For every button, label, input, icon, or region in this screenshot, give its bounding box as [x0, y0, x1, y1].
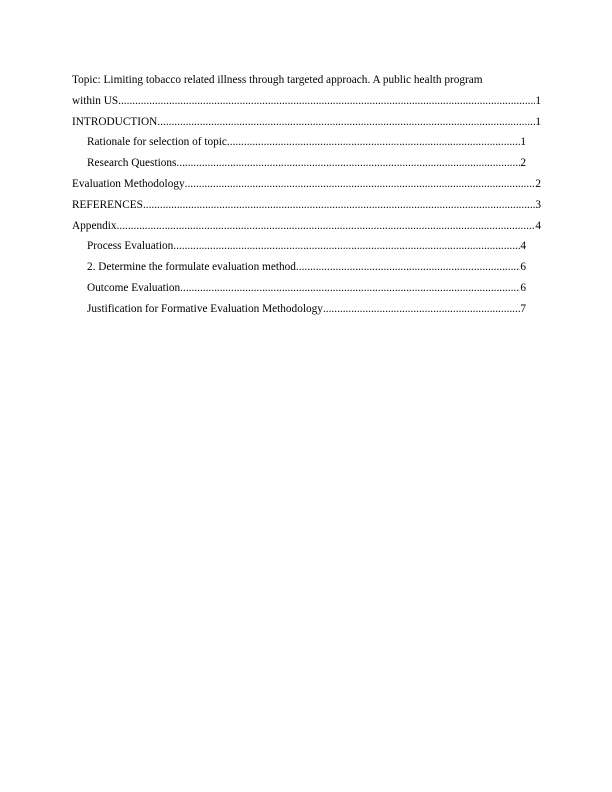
toc-page-number: 4 [520, 240, 526, 253]
table-of-contents [72, 70, 541, 320]
dot-leader [227, 132, 520, 153]
dot-leader [323, 299, 520, 320]
toc-entry-topic-line1[interactable] [72, 70, 541, 91]
dot-leader [117, 216, 536, 237]
toc-entry-label: 2. Determine the formulate evaluation method [87, 261, 296, 274]
toc-entry-label: Process Evaluation [87, 240, 174, 253]
toc-entry-label: REFERENCES [72, 198, 143, 211]
toc-entry-appendix[interactable] [72, 216, 541, 237]
dot-leader [173, 236, 520, 257]
toc-entry-label: Rationale for selection of topic [87, 136, 227, 149]
toc-entry-label: Evaluation Methodology [72, 177, 185, 190]
dot-leader [118, 91, 535, 112]
toc-entry-label: Justification for Formative Evaluation Methodology [87, 302, 323, 315]
toc-entry-outcome-evaluation[interactable] [72, 278, 526, 299]
toc-entry-topic-line2[interactable] [72, 91, 541, 112]
toc-entry-evaluation-methodology[interactable] [72, 174, 541, 195]
toc-entry-introduction[interactable] [72, 112, 541, 133]
toc-entry-justification[interactable] [72, 299, 526, 320]
dot-leader [185, 174, 536, 195]
dot-leader [143, 195, 535, 216]
dot-leader [180, 278, 520, 299]
toc-page-number: 1 [520, 136, 526, 149]
toc-page-number: 2 [535, 177, 541, 190]
toc-page-number: 3 [535, 198, 541, 211]
toc-entry-label: Appendix [72, 219, 117, 232]
toc-entry-research-questions[interactable] [72, 153, 526, 174]
toc-page-number: 7 [520, 302, 526, 315]
dot-leader [157, 112, 535, 133]
dot-leader [176, 153, 520, 174]
toc-entry-references[interactable] [72, 195, 541, 216]
toc-page-number: 6 [520, 261, 526, 274]
toc-entry-label: Outcome Evaluation [87, 281, 181, 294]
dot-leader [296, 257, 520, 278]
toc-page-number: 6 [520, 281, 526, 294]
toc-entry-label: Research Questions [87, 157, 177, 170]
toc-page-number: 4 [535, 219, 541, 232]
toc-entry-formulate-evaluation-method[interactable] [72, 257, 526, 278]
toc-entry-process-evaluation[interactable] [72, 236, 526, 257]
toc-page-number: 2 [520, 157, 526, 170]
toc-entry-label: INTRODUCTION [72, 115, 158, 128]
toc-entry-rationale[interactable] [72, 132, 526, 153]
toc-entry-label: Topic: Limiting tobacco related illness through targeted approach. A public health program [72, 74, 483, 86]
toc-page-number: 1 [535, 115, 541, 128]
toc-page-number: 1 [535, 94, 541, 107]
toc-entry-label: within US [72, 94, 119, 107]
